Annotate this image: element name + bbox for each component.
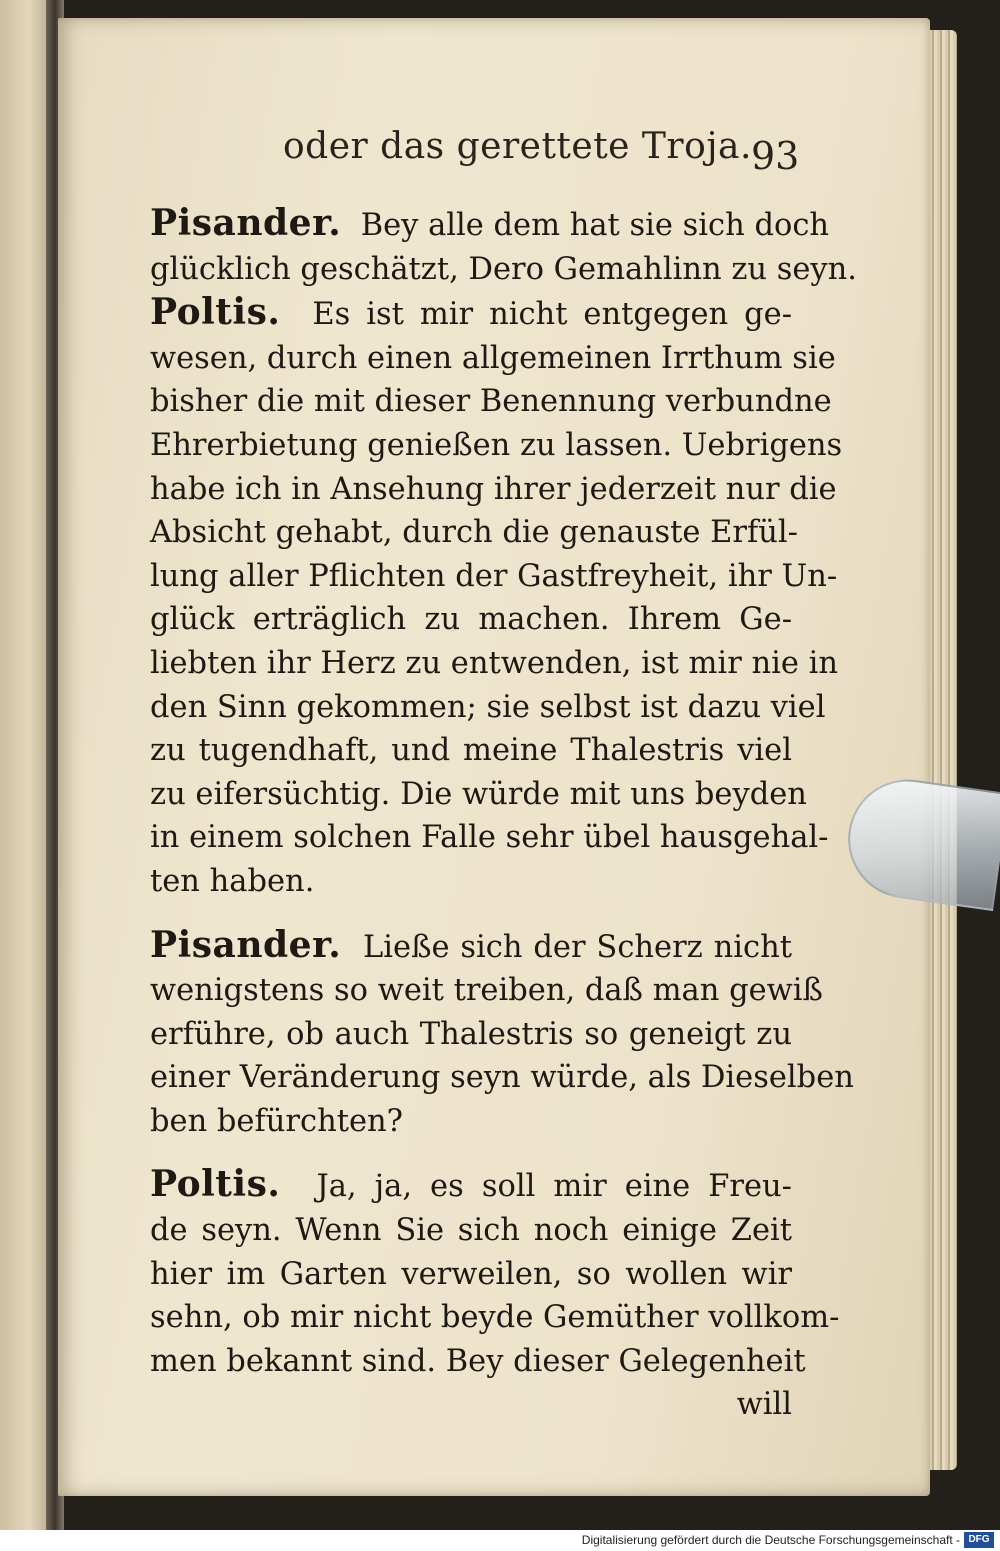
line-text: Ja, ja, es soll mir eine Freu- bbox=[316, 1169, 792, 1205]
funding-credit: Digitalisierung gefördert durch die Deutsche Forschungsgemeinschaft - bbox=[581, 1533, 960, 1547]
body-text bbox=[150, 202, 857, 1427]
text-line: Absicht gehabt, durch die genauste Erfül- bbox=[150, 515, 798, 551]
dfg-logo-icon: DFG bbox=[964, 1532, 994, 1548]
text-line: ben befürchten? bbox=[150, 1103, 404, 1139]
text-line: sehn, ob mir nicht beyde Gemüther vollkom- bbox=[150, 1300, 840, 1336]
text-line: Ehrerbietung genießen zu lassen. Uebrigens bbox=[150, 427, 843, 463]
text-line: einer Veränderung seyn würde, als Dieselben bbox=[150, 1060, 854, 1096]
dialogue-paragraph bbox=[150, 923, 854, 1144]
text-line: wesen, durch einen allgemeinen Irrthum sie bbox=[150, 340, 836, 376]
page-header bbox=[58, 126, 930, 186]
line-text: Ließe sich der Scherz nicht bbox=[363, 929, 793, 965]
speaker-name: Poltis. bbox=[150, 291, 281, 334]
running-title: oder das gerettete Troja. bbox=[283, 126, 752, 167]
dialogue-paragraph bbox=[150, 291, 843, 903]
text-line: men bekannt sind. Bey dieser Gelegenheit bbox=[150, 1343, 806, 1379]
text-line: zu tugendhaft, und meine Thalestris viel bbox=[150, 733, 792, 769]
text-line: bisher die mit dieser Benennung verbundne bbox=[150, 384, 832, 420]
text-line bbox=[150, 924, 792, 970]
book-page bbox=[58, 18, 930, 1496]
text-line: erführe, ob auch Thalestris so geneigt zu bbox=[150, 1016, 792, 1052]
text-line: in einem solchen Falle sehr übel hausgehal- bbox=[150, 820, 829, 856]
catchword: will bbox=[736, 1387, 792, 1423]
text-line: lung aller Pflichten der Gastfreyheit, ihr Un- bbox=[150, 558, 838, 594]
text-line: hier im Garten verweilen, so wollen wir bbox=[150, 1256, 792, 1292]
text-line: de seyn. Wenn Sie sich noch einige Zeit bbox=[150, 1213, 792, 1249]
speaker-name: Pisander. bbox=[150, 202, 342, 244]
text-line bbox=[150, 1163, 792, 1209]
text-line: habe ich in Ansehung ihrer jederzeit nur die bbox=[150, 471, 837, 507]
text-line: glücklich geschätzt, Dero Gemahlinn zu seyn. bbox=[150, 251, 857, 287]
text-line bbox=[150, 291, 792, 337]
speaker-name: Pisander. bbox=[150, 923, 342, 966]
line-text: Bey alle dem hat sie sich doch bbox=[360, 208, 830, 243]
text-line: zu eifersüchtig. Die würde mit uns beyden bbox=[150, 776, 807, 812]
facing-page-edge bbox=[0, 0, 52, 1530]
page-number: 93 bbox=[751, 134, 800, 178]
text-line: liebten ihr Herz zu entwenden, ist mir nie in bbox=[150, 645, 839, 681]
text-line: wenigstens so weit treiben, daß man gewiß bbox=[150, 973, 823, 1009]
dialogue-paragraph bbox=[150, 1163, 840, 1427]
text-line: glück erträglich zu machen. Ihrem Ge- bbox=[150, 602, 792, 638]
text-line bbox=[150, 202, 830, 248]
digitization-footer bbox=[0, 1530, 1000, 1551]
line-text: Es ist mir nicht entgegen ge- bbox=[312, 297, 793, 333]
dialogue-paragraph bbox=[150, 202, 857, 291]
text-line: ten haben. bbox=[150, 863, 315, 899]
speaker-name: Poltis. bbox=[150, 1163, 281, 1206]
text-line: den Sinn gekommen; sie selbst ist dazu viel bbox=[150, 689, 826, 725]
